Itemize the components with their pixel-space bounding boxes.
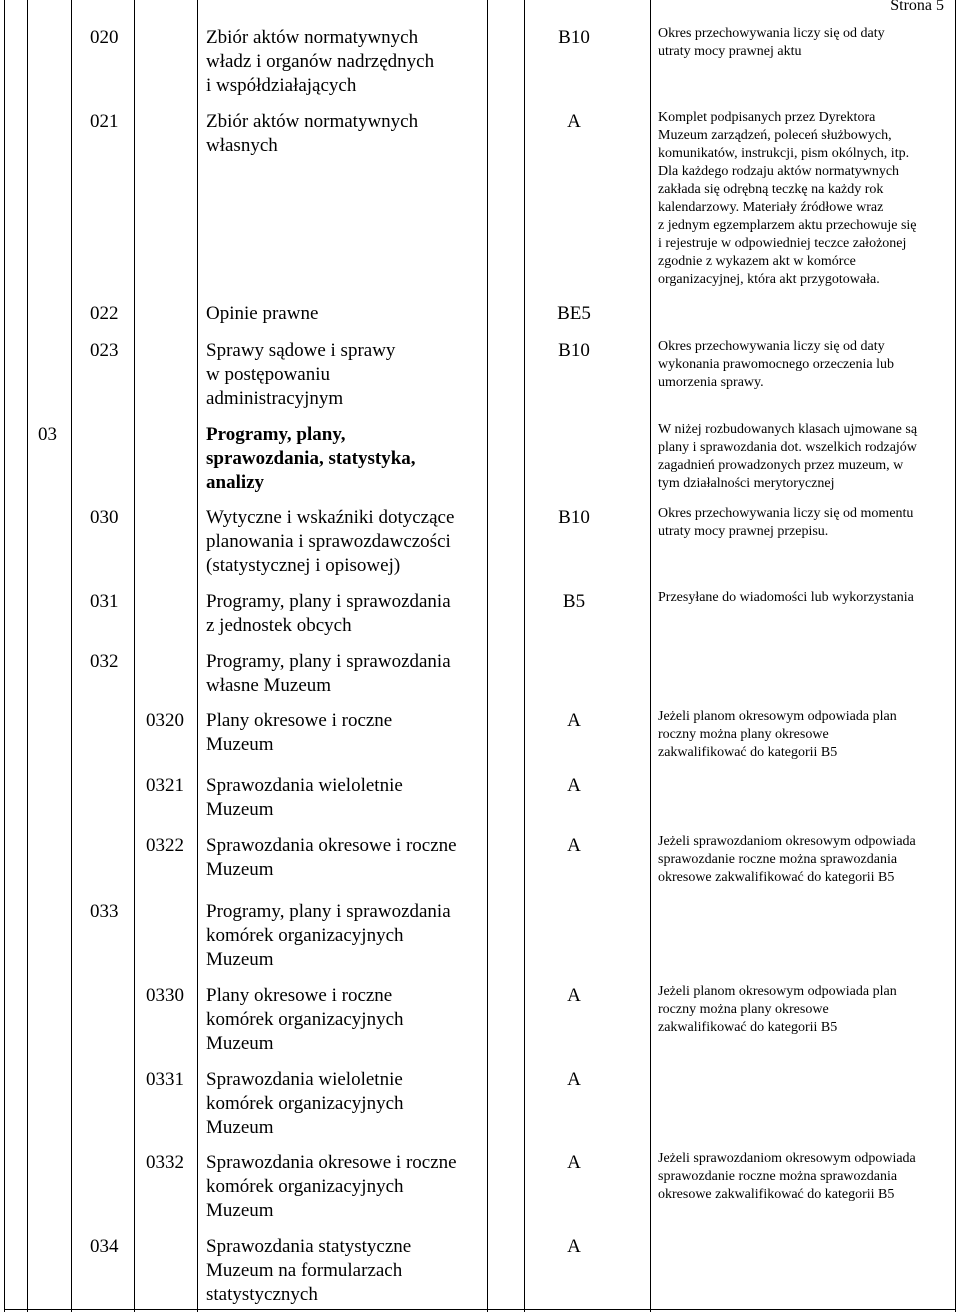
row-code: 0331 [146, 1069, 184, 1090]
column-divider [524, 0, 525, 1312]
column-divider [27, 0, 28, 1312]
row-category: A [567, 835, 581, 856]
row-note: Okres przechowywania liczy się od daty wykonania prawomocnego orzeczenia lub umorzenia sprawy. [658, 339, 894, 390]
row-title: Wytyczne i wskaźniki dotyczące planowania i sprawozdawczości (statystycznej i opisowej) [206, 507, 455, 576]
row-category: A [567, 775, 581, 796]
row-code: 034 [90, 1236, 119, 1257]
row-category: B10 [558, 507, 590, 528]
row-category: BE5 [557, 303, 591, 324]
row-code: 031 [90, 591, 119, 612]
column-divider [71, 0, 72, 1312]
column-divider [487, 0, 488, 1312]
row-note: Okres przechowywania liczy się od daty utraty mocy prawnej aktu [658, 26, 885, 59]
row-title: Programy, plany i sprawozdania z jednostek obcych [206, 591, 451, 636]
row-note: Jeżeli sprawozdaniom okresowym odpowiada sprawozdanie roczne można sprawozdania okresowe zakwalifikować do kategorii B5 [658, 1151, 916, 1202]
row-title: Sprawozdania statystyczne Muzeum na formularzach statystycznych [206, 1236, 412, 1305]
row-code: 0330 [146, 985, 184, 1006]
row-note: Okres przechowywania liczy się od momentu utraty mocy prawnej przepisu. [658, 506, 914, 539]
row-title: Programy, plany i sprawozdania własne Muzeum [206, 651, 451, 696]
row-title: Sprawy sądowe i sprawy w postępowaniu administracyjnym [206, 340, 396, 409]
row-title: Plany okresowe i roczne Muzeum [206, 710, 393, 755]
row-code: 023 [90, 340, 119, 361]
row-title: Sprawozdania okresowe i roczne komórek organizacyjnych Muzeum [206, 1152, 457, 1221]
row-category: A [567, 1069, 581, 1090]
row-category: A [567, 710, 581, 731]
row-note: Jeżeli sprawozdaniom okresowym odpowiada sprawozdanie roczne można sprawozdania okresowe zakwalifikować do kategorii B5 [658, 834, 916, 885]
row-title: Zbiór aktów normatywnych własnych [206, 111, 419, 156]
column-divider [197, 0, 198, 1312]
row-code: 0321 [146, 775, 184, 796]
section-code: 03 [38, 424, 57, 445]
row-category: B5 [562, 591, 586, 612]
row-title: Sprawozdania wieloletnie komórek organizacyjnych Muzeum [206, 1069, 404, 1138]
row-title: Opinie prawne [206, 303, 319, 324]
column-divider [650, 0, 651, 1312]
row-category: A [567, 111, 581, 132]
page-number: Strona 5 [886, 0, 948, 16]
column-divider [134, 0, 135, 1312]
row-code: 020 [90, 27, 119, 48]
row-title: Programy, plany i sprawozdania komórek organizacyjnych Muzeum [206, 901, 451, 970]
row-title: Sprawozdania wieloletnie Muzeum [206, 775, 403, 820]
section-title: Programy, plany, sprawozdania, statystyka, analizy [206, 424, 416, 493]
row-category: A [567, 1152, 581, 1173]
row-code: 033 [90, 901, 119, 922]
row-note: Jeżeli planom okresowym odpowiada plan roczny można plany okresowe zakwalifikować do kategorii B5 [658, 984, 897, 1035]
row-code: 0332 [146, 1152, 184, 1173]
row-code: 0320 [146, 710, 184, 731]
row-title: Plany okresowe i roczne komórek organizacyjnych Muzeum [206, 985, 404, 1054]
row-code: 030 [90, 507, 119, 528]
table-border-left [4, 0, 5, 1312]
table-border-bottom [4, 1309, 956, 1310]
row-category: B10 [558, 27, 590, 48]
row-code: 022 [90, 303, 119, 324]
section-note: W niżej rozbudowanych klasach ujmowane są plany i sprawozdania dot. wszelkich rodzajów zagadnień prowadzonych przez muzeum, w tym działalności merytorycznej [658, 422, 918, 491]
row-category: A [567, 985, 581, 1006]
row-category: B10 [558, 340, 590, 361]
row-title: Zbiór aktów normatywnych władz i organów nadrzędnych i współdziałających [206, 27, 435, 96]
row-note: Przesyłane do wiadomości lub wykorzystania [658, 590, 914, 605]
row-note: Komplet podpisanych przez Dyrektora Muzeum zarządzeń, poleceń służbowych, komunikatów, instrukcji, pism okólnych, itp. Dla każdego rodzaju aktów normatywnych zakłada się odrębną teczkę na każdy rok kalendarzowy. Materiały źródłowe wraz z jednym egzemplarzem aktu przechowuje się i rejestruje w odpowiedniej teczce założonej zgodnie z wykazem akt w komórce organizacyjnej, która akt przygotowała. [658, 110, 917, 287]
row-code: 032 [90, 651, 119, 672]
row-title: Sprawozdania okresowe i roczne Muzeum [206, 835, 457, 880]
row-category: A [567, 1236, 581, 1257]
row-code: 021 [90, 111, 119, 132]
row-note: Jeżeli planom okresowym odpowiada plan roczny można plany okresowe zakwalifikować do kategorii B5 [658, 709, 897, 760]
row-code: 0322 [146, 835, 184, 856]
